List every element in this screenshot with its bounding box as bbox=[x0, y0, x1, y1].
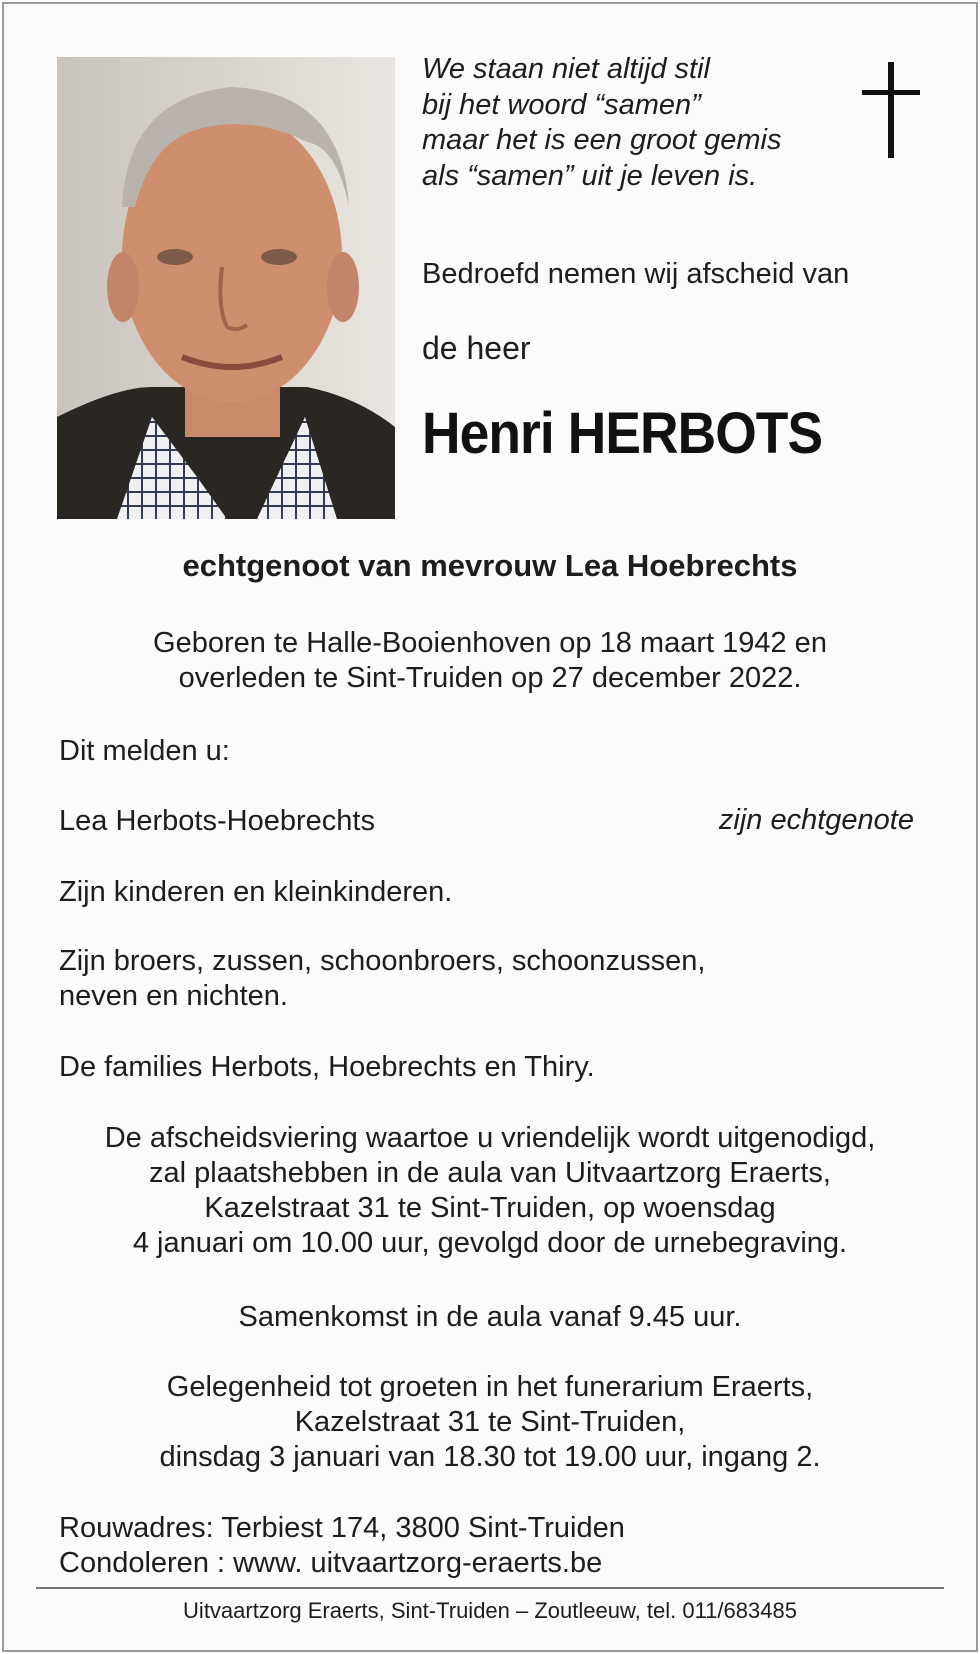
poem-line: We staan niet altijd stil bbox=[422, 53, 710, 85]
salutation: de heer bbox=[422, 330, 531, 366]
mourner-families: De families Herbots, Hoebrechts en Thiry. bbox=[59, 1051, 595, 1083]
footer-funeral-home: Uitvaartzorg Eraerts, Sint-Truiden – Zoutleeuw, tel. 011/683485 bbox=[183, 1598, 797, 1623]
footer-divider bbox=[36, 1587, 944, 1589]
mourning-address: Rouwadres: Terbiest 174, 3800 Sint-Truiden bbox=[59, 1512, 625, 1544]
gathering-text: Samenkomst in de aula vanaf 9.45 uur. bbox=[238, 1301, 742, 1333]
portrait-photo bbox=[57, 57, 395, 519]
mourner-spouse-role: zijn echtgenote bbox=[718, 804, 914, 836]
poem-line: bij het woord “samen” bbox=[422, 88, 701, 121]
ceremony-line: 4 januari om 10.00 uur, gevolgd door de urnebegraving. bbox=[132, 1227, 848, 1259]
intro-text: Bedroefd nemen wij afscheid van bbox=[422, 258, 850, 290]
siblings-line: neven en nichten. bbox=[59, 980, 288, 1012]
visitation-text bbox=[40, 1370, 940, 1475]
birth-death-text bbox=[40, 626, 940, 696]
mourner-children: Zijn kinderen en kleinkinderen. bbox=[59, 876, 453, 908]
poem-line: als “samen” uit je leven is. bbox=[422, 159, 758, 192]
deceased-name: Henri HERBOTS bbox=[422, 401, 823, 466]
spouse-line: echtgenoot van mevrouw Lea Hoebrechts bbox=[182, 548, 798, 583]
visitation-line: Kazelstraat 31 te Sint-Truiden, bbox=[294, 1406, 686, 1438]
visitation-line: dinsdag 3 januari van 18.30 tot 19.00 uur, ingang 2. bbox=[159, 1441, 821, 1473]
condolences-link: Condoleren : www. uitvaartzorg-eraerts.be bbox=[59, 1547, 603, 1579]
siblings-line: Zijn broers, zussen, schoonbroers, schoonzussen, bbox=[59, 945, 706, 977]
mourner-spouse-name: Lea Herbots-Hoebrechts bbox=[59, 805, 375, 837]
ceremony-text bbox=[40, 1121, 940, 1261]
ceremony-line: De afscheidsviering waartoe u vriendelijk wordt uitgenodigd, bbox=[104, 1122, 876, 1154]
visitation-line: Gelegenheid tot groeten in het funerarium Eraerts, bbox=[166, 1371, 814, 1403]
death-line: overleden te Sint-Truiden op 27 december 2022. bbox=[178, 662, 802, 694]
announce-intro: Dit melden u: bbox=[59, 735, 230, 767]
poem-line: maar het is een groot gemis bbox=[422, 124, 782, 156]
poem bbox=[422, 52, 842, 194]
birth-line: Geboren te Halle-Booienhoven op 18 maart 1942 en bbox=[153, 627, 827, 659]
ceremony-line: Kazelstraat 31 te Sint-Truiden, op woensdag bbox=[204, 1192, 776, 1224]
ceremony-line: zal plaatshebben in de aula van Uitvaartzorg Eraerts, bbox=[149, 1157, 831, 1189]
latin-cross-icon bbox=[862, 62, 920, 158]
mourner-siblings bbox=[59, 944, 929, 1014]
